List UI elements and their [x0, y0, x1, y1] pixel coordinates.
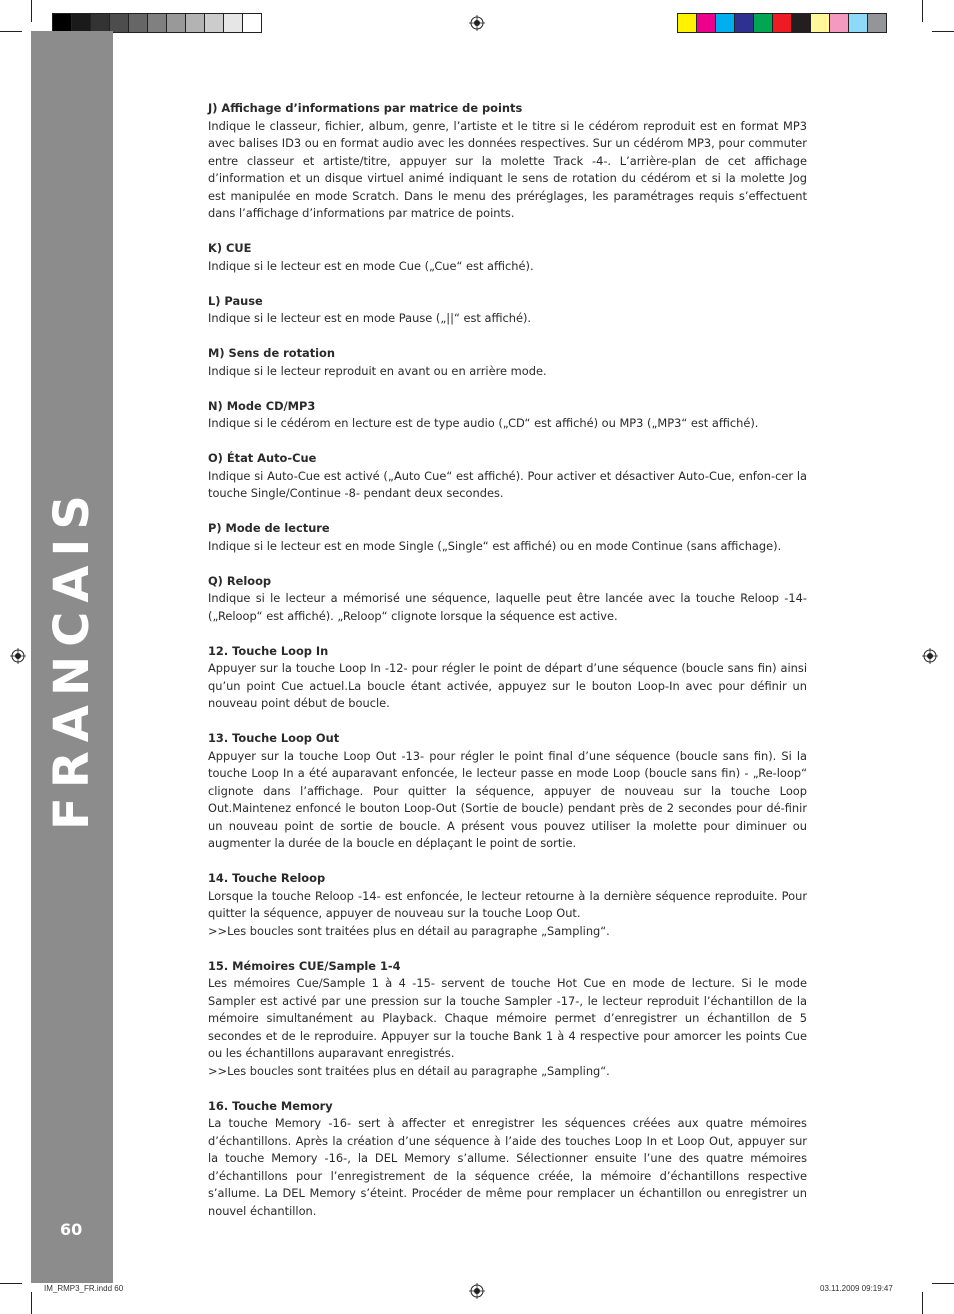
- section-paragraph: >>Les boucles sont traitées plus en détail au paragraphe „Sampling“.: [208, 923, 610, 938]
- manual-section: [208, 958, 807, 1081]
- language-title: FRANCAIS: [44, 486, 100, 830]
- color-swatch: [829, 13, 849, 33]
- section-paragraph: Indique si le lecteur reproduit en avant ou en arrière mode.: [208, 363, 547, 378]
- section-paragraph: Indique si le lecteur est en mode Single („Single“ est affiché) ou en mode Continue (sans affichage).: [208, 538, 782, 553]
- section-heading: O) État Auto-Cue: [208, 451, 317, 465]
- color-swatch: [848, 13, 868, 33]
- crop-mark: [932, 31, 954, 32]
- color-swatch: [772, 13, 792, 33]
- color-swatch: [147, 13, 167, 33]
- color-swatch: [185, 13, 205, 33]
- section-paragraph: Appuyer sur la touche Loop Out -13- pour régler le point final d’une séquence (boucle sans fin). Si la touche Loop In a été auparavant enfoncée, le lecteur passe en mode Loop (boucle sans fin) - „Re-loop“ clignote dans l’affichage. Pour quitter la séquence, appuyer de nouveau sur la touche Loop Out.Maintenez enfoncé le bouton Loop-Out (Sortie de boucle) pendant près de 2 secondes pour dé-finir un nouveau point de sortie de boucle. A présent vous pouvez utiliser la molette pour diminuer ou augmenter la durée de la boucle en déplaçant le point de sortie.: [208, 748, 807, 850]
- color-swatch: [166, 13, 186, 33]
- manual-section: [208, 870, 807, 940]
- section-heading: J) Affichage d’informations par matrice de points: [208, 101, 523, 115]
- manual-section: [208, 450, 807, 503]
- manual-section: [208, 730, 807, 853]
- section-heading: K) CUE: [208, 241, 252, 255]
- section-paragraph: Indique si Auto-Cue est activé („Auto Cue“ est affiché). Pour activer et désactiver Auto-Cue, enfon-cer la touche Single/Continue -8- pendant deux secondes.: [208, 468, 807, 500]
- footer-file-info: IM_RMP3_FR.indd 60: [44, 1284, 124, 1293]
- crop-mark: [922, 1292, 923, 1314]
- section-heading: 13. Touche Loop Out: [208, 731, 340, 745]
- manual-section: [208, 293, 807, 328]
- section-paragraph: Les mémoires Cue/Sample 1 à 4 -15- servent de touche Hot Cue en mode de lecture. Si le mode Sampler est activé par une pression sur la touche Sampler -17-, le lecteur reproduit l’échantillon de la mémoire simultanément au Playback. Chaque mémoire permet d’enregistrer un échantillon de 5 secondes et de le reproduire. Appuyer sur la touche Bank 1 à 4 respective pour amorcer les points Cue ou les échantillons auparavant enregistrés.: [208, 976, 807, 1060]
- color-swatch: [734, 13, 754, 33]
- crop-mark: [0, 1283, 22, 1284]
- manual-section: [208, 1098, 807, 1221]
- manual-section: [208, 100, 807, 223]
- section-paragraph: Indique si le lecteur est en mode Pause („||“ est affiché).: [208, 311, 532, 325]
- color-swatch: [128, 13, 148, 33]
- registration-mark-icon: [10, 648, 26, 664]
- color-swatch: [90, 13, 110, 33]
- section-heading: N) Mode CD/MP3: [208, 398, 316, 413]
- color-swatch: [791, 13, 811, 33]
- manual-section: [208, 520, 807, 555]
- registration-mark-icon: [922, 648, 938, 664]
- color-swatch: [71, 13, 91, 33]
- color-swatch: [109, 13, 129, 33]
- registration-mark-icon: [469, 1283, 485, 1299]
- crop-mark: [922, 0, 923, 22]
- footer-date: 03.11.2009 09:19:47: [820, 1284, 893, 1293]
- manual-section: [208, 573, 807, 626]
- color-swatch: [677, 13, 697, 33]
- section-paragraph: Indique si le cédérom en lecture est de type audio („CD“ est affiché) ou MP3 („MP3“ est affiché).: [208, 416, 759, 430]
- crop-mark: [932, 1283, 954, 1284]
- color-swatch: [52, 13, 72, 33]
- section-heading: Q) Reloop: [208, 573, 272, 588]
- color-swatch: [715, 13, 735, 33]
- color-swatch: [810, 13, 830, 33]
- color-swatch: [242, 13, 262, 33]
- section-heading: 12. Touche Loop In: [208, 643, 329, 658]
- manual-section: [208, 398, 807, 433]
- section-paragraph: Lorsque la touche Reloop -14- est enfoncée, le lecteur retourne à la dernière séquence reproduite. Pour quitter la séquence, appuyer de nouveau sur la touche Loop Out.: [208, 888, 807, 920]
- section-heading: 15. Mémoires CUE/Sample 1-4: [208, 958, 401, 973]
- registration-mark-icon: [469, 15, 485, 31]
- color-swatch: [204, 13, 224, 33]
- color-swatch: [753, 13, 773, 33]
- crop-mark: [0, 31, 22, 32]
- section-paragraph: La touche Memory -16- sert à affecter et enregistrer les séquences créées aux quatre mémoires d’échantillons. Après la création d’une séquence à l’aide des touches Loop In et Loop Out, appuyer sur la touche Memory -16-, la DEL Memory s’allume. Sélectionner ensuite l’une des quatre mémoires d’échantillons pour l’enregistrement de la séquence créée, la mémoire d’échantillons respective s’allume. La DEL Memory s’éteint. Procéder de même pour remplacer un échantillon ou enregistrer un nouvel échantillon.: [208, 1116, 807, 1218]
- manual-section: [208, 345, 807, 380]
- section-paragraph: Indique si le lecteur a mémorisé une séquence, laquelle peut être lancée avec la touche Reloop -14- („Reloop“ est affiché). „Reloop“ clignote lorsque la séquence est active.: [208, 591, 807, 623]
- manual-content: [208, 100, 807, 1238]
- grey-color-bar: [52, 13, 261, 33]
- manual-section: [208, 643, 807, 713]
- section-heading: P) Mode de lecture: [208, 521, 330, 535]
- cmyk-color-bar: [677, 13, 886, 33]
- section-heading: 14. Touche Reloop: [208, 871, 326, 885]
- section-paragraph: Indique si le lecteur est en mode Cue („Cue“ est affiché).: [208, 258, 534, 273]
- crop-mark: [31, 1292, 32, 1314]
- section-heading: L) Pause: [208, 293, 263, 308]
- manual-section: [208, 240, 807, 275]
- section-paragraph: Indique le classeur, fichier, album, genre, l’artiste et le titre si le cédérom reproduit est en format MP3 avec balises ID3 ou en format audio avec les données respectives. Sur un cédérom MP3, pour commuter entre classeur et artiste/titre, appuyer sur la molette Track -4-. L’arrière-plan de cet affichage d’information et un disque virtuel animé indiquant le sens de rotation du cédérom et si la molette Jog est manipulée en mode Scratch. Dans le menu des préréglages, les paramétrages requis s’effectuent dans l’affichage d’informations par matrice de points.: [208, 118, 807, 220]
- page-number: 60: [60, 1220, 83, 1239]
- section-paragraph: >>Les boucles sont traitées plus en détail au paragraphe „Sampling“.: [208, 1063, 610, 1078]
- section-paragraph: Appuyer sur la touche Loop In -12- pour régler le point de départ d’une séquence (boucle sans fin) ainsi qu’un point Cue actuel.La boucle étant activée, appuyez sur le bouton Loop-In avec pour définir un nouveau point début de boucle.: [208, 661, 807, 710]
- color-swatch: [867, 13, 887, 33]
- section-heading: M) Sens de rotation: [208, 346, 335, 360]
- section-heading: 16. Touche Memory: [208, 1098, 333, 1113]
- color-swatch: [223, 13, 243, 33]
- color-swatch: [696, 13, 716, 33]
- crop-mark: [31, 0, 32, 22]
